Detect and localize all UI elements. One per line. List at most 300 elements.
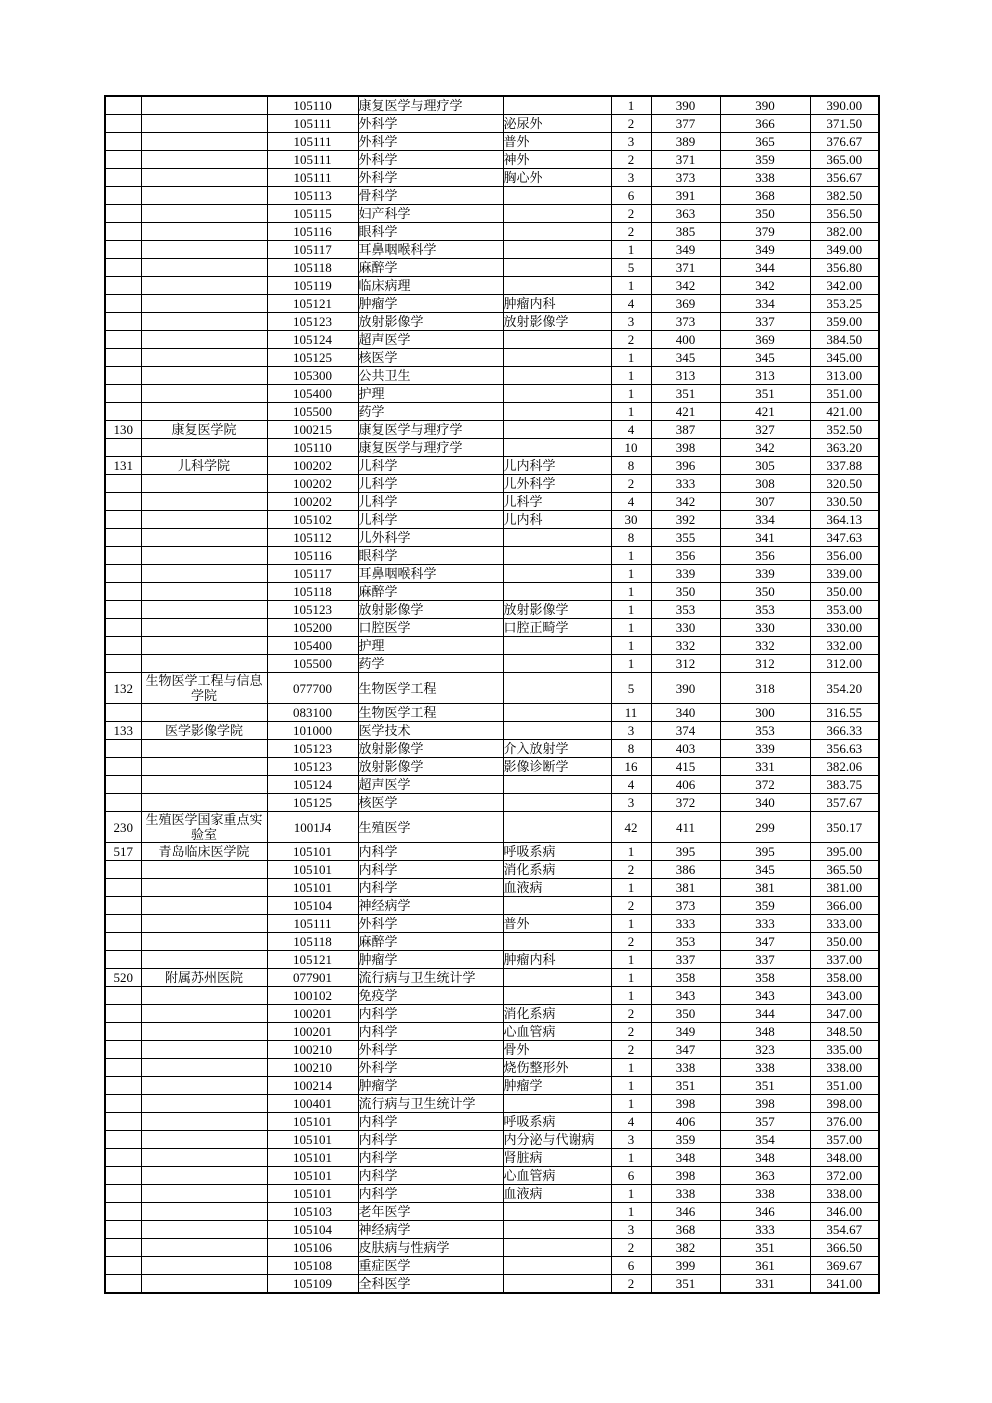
cell-major-name: 妇产科学 <box>358 205 503 223</box>
cell-max-score: 338 <box>651 1185 720 1203</box>
cell-admit-count: 4 <box>611 493 651 511</box>
cell-avg-score: 316.55 <box>810 704 879 722</box>
cell-dept-number <box>105 1185 141 1203</box>
cell-major-name: 儿科学 <box>358 475 503 493</box>
cell-research-direction: 心血管病 <box>503 1167 611 1185</box>
cell-admit-count: 1 <box>611 241 651 259</box>
cell-avg-score: 330.00 <box>810 619 879 637</box>
cell-admit-count: 1 <box>611 1059 651 1077</box>
cell-dept-number: 517 <box>105 843 141 861</box>
table-row <box>105 1113 879 1131</box>
cell-admit-count: 4 <box>611 295 651 313</box>
cell-min-score: 340 <box>720 794 810 812</box>
cell-avg-score: 341.00 <box>810 1275 879 1294</box>
cell-college-name <box>141 619 267 637</box>
cell-avg-score: 382.06 <box>810 758 879 776</box>
cell-college-name <box>141 187 267 205</box>
cell-college-name <box>141 1095 267 1113</box>
cell-major-code: 105101 <box>267 1131 358 1149</box>
cell-research-direction: 儿内科学 <box>503 457 611 475</box>
table-row <box>105 1149 879 1167</box>
cell-college-name <box>141 915 267 933</box>
cell-major-code: 077901 <box>267 969 358 987</box>
cell-avg-score: 350.17 <box>810 812 879 843</box>
cell-research-direction: 呼吸系病 <box>503 1113 611 1131</box>
cell-major-name: 儿科学 <box>358 493 503 511</box>
cell-major-name: 外科学 <box>358 151 503 169</box>
cell-admit-count: 1 <box>611 879 651 897</box>
cell-admit-count: 4 <box>611 776 651 794</box>
cell-major-name: 核医学 <box>358 794 503 812</box>
cell-major-code: 100210 <box>267 1059 358 1077</box>
cell-college-name <box>141 1275 267 1294</box>
table-row <box>105 403 879 421</box>
cell-admit-count: 5 <box>611 259 651 277</box>
cell-min-score: 327 <box>720 421 810 439</box>
cell-major-code: 105101 <box>267 1113 358 1131</box>
cell-admit-count: 2 <box>611 1239 651 1257</box>
cell-college-name <box>141 331 267 349</box>
cell-avg-score: 337.88 <box>810 457 879 475</box>
cell-avg-score: 363.20 <box>810 439 879 457</box>
table-row <box>105 583 879 601</box>
cell-min-score: 353 <box>720 722 810 740</box>
cell-college-name <box>141 96 267 115</box>
cell-college-name <box>141 511 267 529</box>
cell-dept-number <box>105 933 141 951</box>
cell-dept-number <box>105 115 141 133</box>
cell-college-name <box>141 1077 267 1095</box>
cell-major-name: 内科学 <box>358 1167 503 1185</box>
cell-major-name: 放射影像学 <box>358 313 503 331</box>
cell-research-direction <box>503 794 611 812</box>
cell-avg-score: 372.00 <box>810 1167 879 1185</box>
table-row <box>105 277 879 295</box>
cell-college-name <box>141 794 267 812</box>
cell-avg-score: 369.67 <box>810 1257 879 1275</box>
table-row <box>105 776 879 794</box>
cell-major-code: 105400 <box>267 637 358 655</box>
cell-college-name <box>141 475 267 493</box>
cell-max-score: 340 <box>651 704 720 722</box>
cell-min-score: 345 <box>720 861 810 879</box>
cell-avg-score: 366.00 <box>810 897 879 915</box>
cell-college-name <box>141 1041 267 1059</box>
cell-major-code: 105116 <box>267 547 358 565</box>
cell-admit-count: 2 <box>611 897 651 915</box>
cell-research-direction <box>503 259 611 277</box>
cell-college-name <box>141 1113 267 1131</box>
cell-major-name: 药学 <box>358 403 503 421</box>
cell-research-direction: 儿内科 <box>503 511 611 529</box>
cell-research-direction: 呼吸系病 <box>503 843 611 861</box>
cell-max-score: 398 <box>651 1167 720 1185</box>
cell-research-direction <box>503 403 611 421</box>
cell-min-score: 348 <box>720 1023 810 1041</box>
cell-major-name: 儿外科学 <box>358 529 503 547</box>
cell-research-direction: 肿瘤学 <box>503 1077 611 1095</box>
cell-avg-score: 347.00 <box>810 1005 879 1023</box>
cell-dept-number <box>105 331 141 349</box>
cell-major-code: 105123 <box>267 758 358 776</box>
cell-avg-score: 348.50 <box>810 1023 879 1041</box>
cell-major-code: 105111 <box>267 115 358 133</box>
cell-major-code: 105104 <box>267 897 358 915</box>
cell-research-direction: 内分泌与代谢病 <box>503 1131 611 1149</box>
cell-admit-count: 3 <box>611 313 651 331</box>
cell-research-direction: 血液病 <box>503 1185 611 1203</box>
cell-major-name: 生殖医学 <box>358 812 503 843</box>
table-row <box>105 758 879 776</box>
cell-major-name: 内科学 <box>358 861 503 879</box>
cell-min-score: 331 <box>720 758 810 776</box>
cell-min-score: 347 <box>720 933 810 951</box>
cell-major-code: 105200 <box>267 619 358 637</box>
cell-max-score: 389 <box>651 133 720 151</box>
cell-dept-number <box>105 529 141 547</box>
cell-research-direction <box>503 529 611 547</box>
scores-table <box>104 95 880 1294</box>
cell-admit-count: 3 <box>611 169 651 187</box>
cell-major-code: 105124 <box>267 331 358 349</box>
cell-max-score: 421 <box>651 403 720 421</box>
cell-college-name <box>141 547 267 565</box>
cell-dept-number: 133 <box>105 722 141 740</box>
cell-dept-number <box>105 295 141 313</box>
cell-college-name: 青岛临床医学院 <box>141 843 267 861</box>
cell-admit-count: 6 <box>611 1257 651 1275</box>
cell-dept-number: 132 <box>105 673 141 704</box>
cell-college-name <box>141 637 267 655</box>
cell-college-name: 康复医学院 <box>141 421 267 439</box>
cell-avg-score: 347.63 <box>810 529 879 547</box>
cell-research-direction <box>503 1095 611 1113</box>
cell-college-name <box>141 987 267 1005</box>
cell-min-score: 333 <box>720 1221 810 1239</box>
cell-dept-number <box>105 547 141 565</box>
cell-min-score: 338 <box>720 1185 810 1203</box>
table-row <box>105 1131 879 1149</box>
table-row <box>105 673 879 704</box>
cell-college-name <box>141 758 267 776</box>
cell-min-score: 363 <box>720 1167 810 1185</box>
cell-college-name <box>141 259 267 277</box>
table-row <box>105 879 879 897</box>
table-row <box>105 1239 879 1257</box>
cell-avg-score: 366.33 <box>810 722 879 740</box>
cell-major-code: 105400 <box>267 385 358 403</box>
cell-dept-number <box>105 1167 141 1185</box>
cell-major-code: 105108 <box>267 1257 358 1275</box>
table-row <box>105 1095 879 1113</box>
cell-major-name: 免疫学 <box>358 987 503 1005</box>
table-row <box>105 421 879 439</box>
table-row <box>105 385 879 403</box>
cell-admit-count: 1 <box>611 385 651 403</box>
cell-min-score: 348 <box>720 1149 810 1167</box>
cell-min-score: 349 <box>720 241 810 259</box>
cell-min-score: 334 <box>720 295 810 313</box>
cell-major-name: 临床病理 <box>358 277 503 295</box>
cell-major-code: 105111 <box>267 169 358 187</box>
cell-min-score: 350 <box>720 583 810 601</box>
cell-max-score: 395 <box>651 843 720 861</box>
cell-dept-number <box>105 313 141 331</box>
cell-dept-number <box>105 187 141 205</box>
cell-avg-score: 357.00 <box>810 1131 879 1149</box>
cell-dept-number: 520 <box>105 969 141 987</box>
cell-avg-score: 358.00 <box>810 969 879 987</box>
cell-max-score: 349 <box>651 241 720 259</box>
cell-avg-score: 371.50 <box>810 115 879 133</box>
cell-research-direction: 神外 <box>503 151 611 169</box>
cell-avg-score: 312.00 <box>810 655 879 673</box>
cell-research-direction <box>503 1203 611 1221</box>
cell-college-name <box>141 1131 267 1149</box>
cell-admit-count: 8 <box>611 457 651 475</box>
cell-college-name: 附属苏州医院 <box>141 969 267 987</box>
cell-min-score: 338 <box>720 169 810 187</box>
cell-max-score: 398 <box>651 1095 720 1113</box>
cell-college-name <box>141 1005 267 1023</box>
table-row <box>105 1041 879 1059</box>
cell-major-name: 外科学 <box>358 915 503 933</box>
cell-max-score: 363 <box>651 205 720 223</box>
cell-max-score: 398 <box>651 439 720 457</box>
cell-max-score: 369 <box>651 295 720 313</box>
cell-max-score: 350 <box>651 583 720 601</box>
cell-max-score: 399 <box>651 1257 720 1275</box>
cell-min-score: 337 <box>720 313 810 331</box>
cell-major-code: 100214 <box>267 1077 358 1095</box>
cell-avg-score: 343.00 <box>810 987 879 1005</box>
cell-max-score: 339 <box>651 565 720 583</box>
cell-dept-number <box>105 493 141 511</box>
table-row <box>105 1005 879 1023</box>
cell-major-code: 105101 <box>267 843 358 861</box>
cell-dept-number <box>105 1275 141 1294</box>
cell-major-name: 皮肤病与性病学 <box>358 1239 503 1257</box>
table-row <box>105 897 879 915</box>
cell-avg-score: 354.20 <box>810 673 879 704</box>
cell-admit-count: 1 <box>611 987 651 1005</box>
cell-dept-number <box>105 583 141 601</box>
cell-college-name <box>141 1203 267 1221</box>
table-row <box>105 241 879 259</box>
cell-dept-number: 130 <box>105 421 141 439</box>
cell-major-name: 神经病学 <box>358 897 503 915</box>
cell-min-score: 300 <box>720 704 810 722</box>
cell-avg-score: 376.00 <box>810 1113 879 1131</box>
cell-max-score: 400 <box>651 331 720 349</box>
cell-major-name: 内科学 <box>358 1113 503 1131</box>
cell-major-code: 100201 <box>267 1023 358 1041</box>
cell-research-direction: 口腔正畸学 <box>503 619 611 637</box>
cell-college-name <box>141 529 267 547</box>
cell-dept-number <box>105 475 141 493</box>
cell-admit-count: 1 <box>611 349 651 367</box>
cell-college-name <box>141 115 267 133</box>
cell-admit-count: 1 <box>611 367 651 385</box>
cell-max-score: 373 <box>651 169 720 187</box>
cell-admit-count: 2 <box>611 331 651 349</box>
cell-max-score: 381 <box>651 879 720 897</box>
cell-major-name: 放射影像学 <box>358 740 503 758</box>
cell-major-code: 100201 <box>267 1005 358 1023</box>
cell-college-name <box>141 933 267 951</box>
cell-min-score: 351 <box>720 1077 810 1095</box>
cell-college-name <box>141 385 267 403</box>
cell-major-code: 105112 <box>267 529 358 547</box>
cell-major-name: 眼科学 <box>358 547 503 565</box>
cell-max-score: 371 <box>651 151 720 169</box>
cell-avg-score: 356.63 <box>810 740 879 758</box>
cell-college-name <box>141 583 267 601</box>
cell-avg-score: 342.00 <box>810 277 879 295</box>
cell-college-name <box>141 704 267 722</box>
table-row <box>105 1023 879 1041</box>
cell-college-name <box>141 879 267 897</box>
cell-max-score: 343 <box>651 987 720 1005</box>
cell-admit-count: 1 <box>611 1185 651 1203</box>
cell-college-name <box>141 313 267 331</box>
cell-max-score: 396 <box>651 457 720 475</box>
cell-admit-count: 3 <box>611 1221 651 1239</box>
cell-admit-count: 11 <box>611 704 651 722</box>
cell-major-code: 105500 <box>267 403 358 421</box>
cell-max-score: 349 <box>651 1023 720 1041</box>
cell-max-score: 390 <box>651 96 720 115</box>
cell-dept-number <box>105 151 141 169</box>
cell-major-code: 100215 <box>267 421 358 439</box>
cell-major-name: 骨科学 <box>358 187 503 205</box>
cell-major-code: 105115 <box>267 205 358 223</box>
cell-max-score: 390 <box>651 673 720 704</box>
cell-min-score: 398 <box>720 1095 810 1113</box>
cell-min-score: 318 <box>720 673 810 704</box>
cell-admit-count: 4 <box>611 1113 651 1131</box>
cell-research-direction <box>503 722 611 740</box>
cell-major-name: 眼科学 <box>358 223 503 241</box>
cell-college-name <box>141 655 267 673</box>
cell-dept-number <box>105 776 141 794</box>
cell-admit-count: 1 <box>611 403 651 421</box>
cell-research-direction: 消化系病 <box>503 861 611 879</box>
table-row <box>105 969 879 987</box>
cell-avg-score: 333.00 <box>810 915 879 933</box>
cell-admit-count: 1 <box>611 1077 651 1095</box>
cell-admit-count: 2 <box>611 151 651 169</box>
cell-college-name <box>141 403 267 421</box>
table-row <box>105 1059 879 1077</box>
cell-dept-number <box>105 1203 141 1221</box>
cell-college-name: 生殖医学国家重点实验室 <box>141 812 267 843</box>
cell-major-name: 麻醉学 <box>358 259 503 277</box>
cell-major-code: 105123 <box>267 313 358 331</box>
cell-admit-count: 10 <box>611 439 651 457</box>
cell-min-score: 381 <box>720 879 810 897</box>
cell-major-name: 流行病与卫生统计学 <box>358 969 503 987</box>
cell-dept-number <box>105 637 141 655</box>
cell-max-score: 385 <box>651 223 720 241</box>
cell-dept-number <box>105 987 141 1005</box>
cell-college-name <box>141 367 267 385</box>
cell-dept-number <box>105 565 141 583</box>
cell-max-score: 338 <box>651 1059 720 1077</box>
cell-min-score: 332 <box>720 637 810 655</box>
cell-research-direction: 烧伤整形外 <box>503 1059 611 1077</box>
cell-avg-score: 381.00 <box>810 879 879 897</box>
cell-research-direction <box>503 439 611 457</box>
cell-research-direction <box>503 1221 611 1239</box>
cell-major-code: 083100 <box>267 704 358 722</box>
cell-major-code: 105103 <box>267 1203 358 1221</box>
cell-research-direction: 普外 <box>503 133 611 151</box>
cell-min-score: 365 <box>720 133 810 151</box>
scores-table-body <box>105 96 879 1293</box>
cell-major-name: 护理 <box>358 385 503 403</box>
cell-avg-score: 351.00 <box>810 1077 879 1095</box>
cell-max-score: 348 <box>651 1149 720 1167</box>
cell-admit-count: 4 <box>611 421 651 439</box>
cell-college-name <box>141 223 267 241</box>
cell-max-score: 411 <box>651 812 720 843</box>
table-row <box>105 601 879 619</box>
cell-research-direction <box>503 776 611 794</box>
cell-min-score: 308 <box>720 475 810 493</box>
cell-major-name: 外科学 <box>358 115 503 133</box>
table-row <box>105 475 879 493</box>
cell-avg-score: 382.00 <box>810 223 879 241</box>
cell-admit-count: 2 <box>611 1005 651 1023</box>
cell-admit-count: 1 <box>611 915 651 933</box>
cell-min-score: 341 <box>720 529 810 547</box>
table-row <box>105 637 879 655</box>
cell-max-score: 312 <box>651 655 720 673</box>
cell-max-score: 372 <box>651 794 720 812</box>
cell-dept-number <box>105 619 141 637</box>
cell-college-name <box>141 861 267 879</box>
cell-dept-number <box>105 601 141 619</box>
cell-research-direction <box>503 1257 611 1275</box>
cell-admit-count: 2 <box>611 475 651 493</box>
cell-college-name <box>141 1167 267 1185</box>
table-row <box>105 115 879 133</box>
cell-admit-count: 3 <box>611 794 651 812</box>
table-row <box>105 367 879 385</box>
table-row <box>105 1185 879 1203</box>
table-row <box>105 565 879 583</box>
cell-college-name <box>141 277 267 295</box>
cell-avg-score: 339.00 <box>810 565 879 583</box>
table-row <box>105 313 879 331</box>
cell-max-score: 353 <box>651 933 720 951</box>
cell-dept-number <box>105 259 141 277</box>
cell-research-direction: 儿外科学 <box>503 475 611 493</box>
cell-major-code: 105123 <box>267 601 358 619</box>
cell-admit-count: 2 <box>611 933 651 951</box>
cell-major-code: 105101 <box>267 1185 358 1203</box>
cell-max-score: 347 <box>651 1041 720 1059</box>
cell-major-name: 外科学 <box>358 133 503 151</box>
cell-admit-count: 30 <box>611 511 651 529</box>
cell-min-score: 343 <box>720 987 810 1005</box>
cell-avg-score: 365.50 <box>810 861 879 879</box>
cell-major-name: 内科学 <box>358 879 503 897</box>
cell-admit-count: 1 <box>611 843 651 861</box>
cell-college-name <box>141 295 267 313</box>
cell-college-name <box>141 565 267 583</box>
